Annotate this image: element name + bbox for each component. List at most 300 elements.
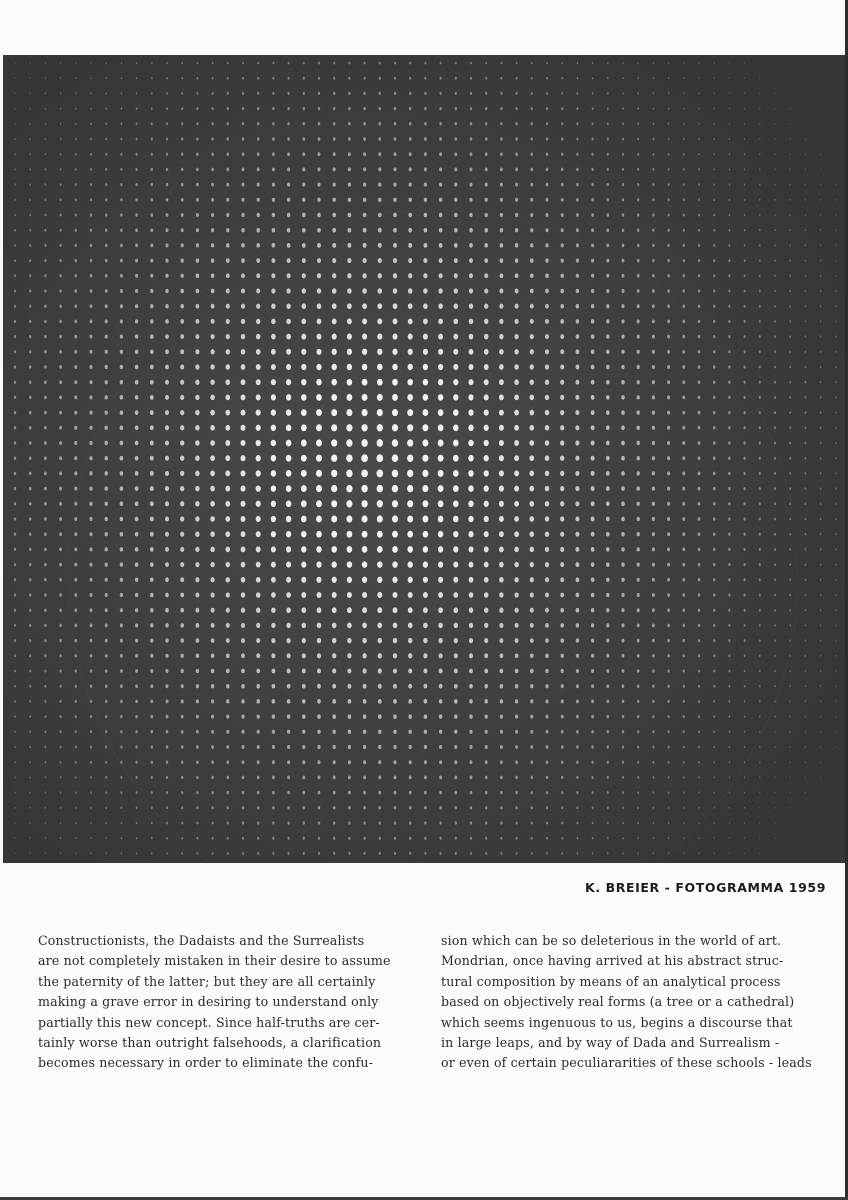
light-dot [286,531,291,537]
light-dot [607,77,609,79]
light-dot [14,715,16,718]
light-dot [379,821,381,824]
light-dot [347,531,353,538]
light-dot [485,77,487,80]
light-dot [714,108,715,110]
light-dot [774,731,775,733]
light-dot [469,228,473,233]
light-dot [774,807,775,809]
light-dot [652,426,655,430]
light-dot [318,107,320,110]
light-dot [805,472,807,475]
light-dot [150,639,153,643]
light-dot [271,364,276,370]
light-dot [591,304,594,308]
light-dot [774,259,776,261]
light-dot [74,547,77,551]
light-dot [713,305,715,308]
light-dot [530,562,534,567]
light-dot [44,426,47,430]
light-dot [469,638,473,643]
light-dot [789,411,791,414]
light-dot [668,107,670,109]
light-dot [120,486,124,491]
light-dot [485,183,488,187]
light-dot [14,411,16,414]
light-dot [45,852,46,854]
light-dot [423,607,428,613]
light-dot [743,441,745,444]
light-dot [210,471,215,477]
light-dot [121,77,123,79]
light-dot [105,822,107,825]
light-dot [529,455,534,461]
light-dot [227,806,229,809]
light-dot [439,258,443,263]
light-dot [286,303,290,308]
text-line: tural composition by means of an analytical process [441,973,781,989]
light-dot [120,380,123,384]
light-dot [485,791,488,794]
light-dot [515,806,517,809]
light-dot [592,92,594,95]
light-dot [272,137,275,141]
light-dot [74,517,77,521]
light-dot [774,578,776,581]
light-dot [105,198,107,201]
light-dot [652,183,654,186]
light-dot [743,396,745,399]
light-dot [378,684,382,689]
light-dot [30,62,31,64]
light-dot [165,593,169,598]
light-dot [592,138,594,141]
light-dot [377,546,383,553]
light-dot [347,379,353,386]
light-dot [744,244,746,247]
light-dot [545,455,550,461]
light-dot [713,320,715,323]
light-dot [348,198,351,202]
light-dot [439,699,443,704]
light-dot [453,531,458,537]
light-dot [789,229,790,231]
light-dot [89,350,92,354]
light-dot [394,852,396,855]
light-dot [835,746,836,748]
light-dot [225,501,230,507]
light-dot [211,152,214,155]
light-dot [318,62,320,65]
light-dot [545,289,549,294]
light-dot [484,684,488,689]
light-dot [257,77,259,80]
light-dot [439,183,442,187]
light-dot [392,334,397,340]
light-dot [287,730,290,734]
light-dot [14,199,16,202]
light-dot [408,561,413,567]
light-dot [592,791,594,794]
light-dot [361,424,367,431]
light-dot [29,138,30,140]
light-dot [698,517,701,521]
light-dot [150,700,153,704]
light-dot [180,532,184,537]
light-dot [257,152,260,156]
light-dot [44,320,46,323]
light-dot [180,304,184,309]
light-dot [332,364,337,370]
light-dot [820,275,821,277]
light-dot [181,62,183,65]
light-dot [636,486,639,490]
light-dot [44,198,46,201]
light-dot [468,485,473,492]
light-dot [713,426,716,430]
light-dot [225,455,230,461]
light-dot [165,380,169,385]
light-dot [499,379,504,385]
light-dot [271,516,276,522]
light-dot [820,503,822,506]
light-dot [90,608,93,612]
light-dot [591,517,595,522]
light-dot [835,427,837,429]
light-dot [45,183,47,186]
light-dot [744,62,745,64]
light-dot [74,608,77,612]
light-dot [348,699,352,704]
light-dot [759,517,761,520]
light-dot [683,62,684,64]
light-dot [652,761,654,764]
light-dot [805,594,807,596]
light-dot [698,335,701,338]
light-dot [256,440,261,446]
light-dot [75,274,78,277]
light-dot [59,624,62,627]
light-dot [59,517,62,521]
light-dot [363,775,366,779]
light-dot [621,471,625,476]
light-dot [698,669,700,672]
light-dot [333,745,336,749]
light-dot [45,822,46,824]
light-dot [759,715,761,717]
light-dot [713,335,715,338]
light-dot [90,669,93,672]
light-dot [667,304,670,308]
light-dot [637,365,640,369]
light-dot [820,184,821,186]
light-dot [408,623,413,629]
light-dot [454,273,458,278]
light-dot [835,214,836,216]
light-dot [729,837,730,839]
light-dot [516,62,518,65]
light-dot [105,77,107,79]
light-dot [226,715,229,719]
light-dot [120,715,122,718]
light-dot [790,761,791,763]
light-dot [75,138,77,141]
light-dot [713,624,715,627]
light-dot [424,167,427,171]
light-dot [181,822,183,825]
light-dot [166,745,169,748]
light-dot [545,471,550,477]
light-dot [151,77,153,80]
light-dot [120,745,122,748]
light-dot [653,791,655,794]
light-dot [363,243,367,248]
light-dot [195,455,199,461]
light-dot [789,563,791,566]
light-dot [196,304,200,309]
light-dot [683,807,685,809]
light-dot [257,837,259,840]
light-dot [652,639,655,643]
light-dot [332,668,336,673]
light-dot [74,456,77,460]
text-line: are not completely mistaken in their desire to assume [38,953,391,969]
light-dot [316,409,322,416]
light-dot [347,349,352,355]
light-dot [805,153,806,155]
light-dot [453,500,459,507]
light-dot [484,638,488,643]
light-dot [181,745,184,749]
light-dot [242,745,245,749]
light-dot [820,396,822,398]
light-dot [271,562,276,568]
light-dot [529,425,534,431]
light-dot [469,669,473,674]
light-dot [759,852,760,854]
light-dot [409,107,411,110]
light-dot [820,457,822,460]
light-dot [683,822,684,824]
light-dot [378,806,381,810]
light-dot [530,289,534,294]
light-dot [166,183,169,186]
light-dot [820,579,822,581]
light-dot [515,776,518,780]
light-dot [576,349,580,354]
light-dot [90,244,92,247]
light-dot [805,168,806,170]
light-dot [561,852,563,855]
light-dot [469,243,473,248]
light-dot [226,364,231,370]
light-dot [698,198,700,201]
light-dot [393,607,398,613]
light-dot [361,469,368,477]
light-dot [835,351,836,353]
light-dot [362,623,367,629]
light-dot [682,548,685,552]
light-dot [577,852,579,855]
light-dot [210,577,214,582]
light-dot [29,183,31,186]
light-dot [364,62,366,65]
light-dot [44,639,46,642]
light-dot [60,700,62,703]
light-dot [226,349,230,354]
light-dot [241,501,246,507]
light-dot [424,213,428,218]
light-dot [423,638,427,643]
light-dot [166,776,168,779]
light-dot [181,654,184,658]
light-dot [759,259,761,262]
light-dot [211,791,213,794]
light-dot [408,349,413,355]
light-dot [591,608,594,612]
light-dot [166,77,168,80]
light-dot [362,607,367,613]
light-dot [484,699,487,703]
light-dot [409,791,412,795]
light-dot [29,411,32,414]
light-dot [241,289,245,294]
light-dot [302,699,306,704]
light-dot [45,168,47,171]
light-dot [515,791,517,794]
light-dot [44,350,47,353]
light-dot [256,592,261,598]
light-dot [45,92,46,94]
light-dot [242,821,244,824]
light-dot [455,852,457,855]
light-dot [120,806,122,809]
light-dot [622,259,625,263]
light-dot [301,607,306,613]
light-dot [652,578,655,582]
light-dot [195,380,199,385]
light-dot [561,776,563,779]
light-dot [759,746,760,748]
light-dot [485,167,488,171]
light-dot [331,379,337,386]
light-dot [363,107,365,110]
light-dot [272,745,275,749]
light-dot [316,364,321,370]
light-dot [729,62,730,64]
light-dot [683,92,684,94]
light-dot [453,409,458,416]
light-dot [438,577,443,583]
light-dot [90,259,93,262]
light-dot [29,229,31,232]
light-dot [667,350,670,354]
light-dot [439,806,442,809]
light-dot [377,334,382,340]
light-dot [378,167,381,171]
light-dot [151,198,154,202]
light-dot [29,487,32,491]
light-dot [759,335,761,338]
light-dot [14,335,16,338]
light-dot [135,198,138,201]
light-dot [120,639,123,643]
light-dot [805,655,806,657]
light-dot [302,183,305,187]
light-dot [346,470,352,478]
light-dot [835,563,836,565]
light-dot [408,684,412,689]
light-dot [332,623,337,629]
light-dot [485,821,487,824]
light-dot [789,442,791,445]
light-dot [667,335,670,339]
light-dot [44,502,47,506]
light-dot [318,821,320,824]
light-dot [591,319,594,323]
light-dot [286,546,291,552]
light-dot [151,92,153,95]
light-dot [576,623,580,627]
light-dot [606,244,609,248]
light-dot [424,122,427,126]
light-dot [226,623,230,628]
light-dot [514,334,518,339]
light-dot [759,578,761,581]
light-dot [195,349,199,354]
light-dot [14,639,16,642]
light-dot [29,289,31,292]
light-dot [698,685,700,688]
light-dot [424,852,426,855]
light-dot [500,92,502,95]
light-dot [14,563,16,566]
light-dot [136,62,138,64]
light-dot [820,655,821,657]
light-dot [713,487,716,491]
light-dot [561,243,564,247]
light-dot [683,183,685,186]
light-dot [59,563,62,567]
light-dot [652,654,655,658]
light-dot [316,485,322,492]
light-dot [394,77,396,80]
light-dot [211,137,213,140]
light-dot [241,684,245,689]
light-dot [576,334,580,339]
light-dot [668,213,670,216]
light-dot [181,791,183,794]
light-dot [636,426,639,430]
light-dot [530,379,534,384]
light-dot [531,62,533,65]
light-dot [227,137,229,140]
light-dot [820,716,821,718]
light-dot [622,730,624,733]
light-dot [271,334,276,340]
light-dot [729,852,730,854]
light-dot [196,669,199,673]
light-dot [135,410,139,415]
light-dot [377,394,383,401]
light-dot [637,715,639,718]
light-dot [210,531,215,537]
light-dot [150,304,153,308]
light-dot [744,138,745,140]
light-dot [14,108,15,110]
light-dot [424,152,427,156]
light-dot [318,776,321,780]
